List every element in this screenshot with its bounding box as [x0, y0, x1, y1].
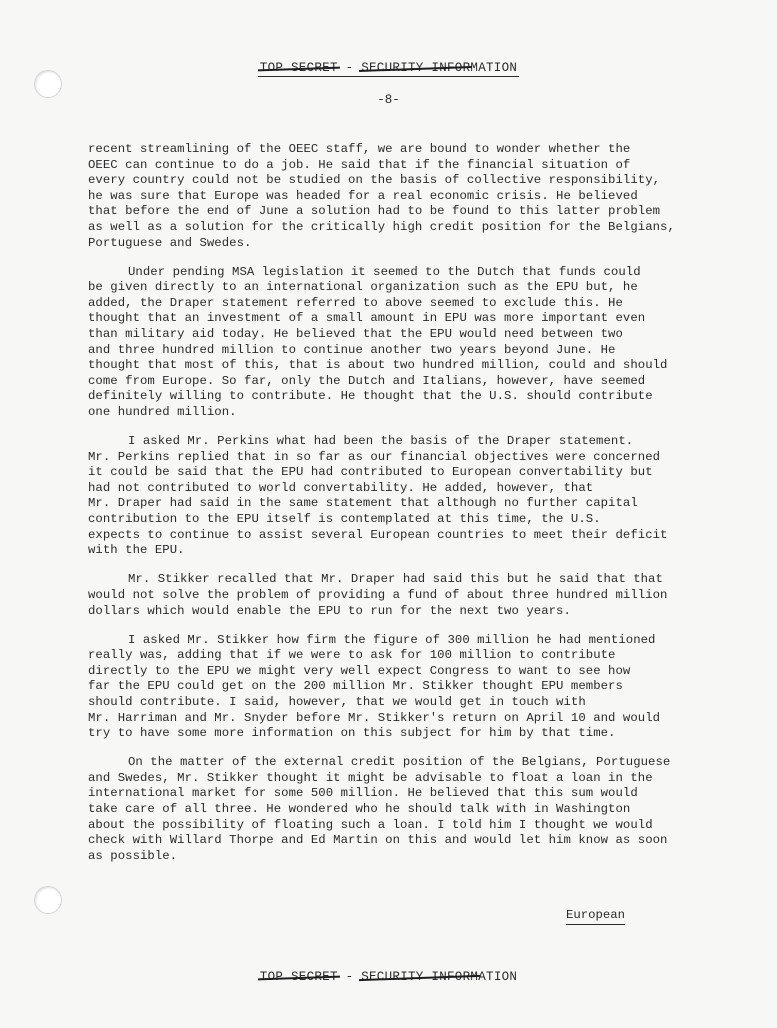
text-line: as possible. [88, 848, 178, 863]
text-line: I asked Mr. Perkins what had been the basis of the Draper statement. [128, 434, 634, 449]
text-line: and three hundred million to continue another two years beyond June. He [88, 342, 616, 357]
paragraph [88, 755, 728, 864]
text-line: as well as a solution for the critically high credit position for the Belgians, [88, 219, 675, 234]
classification-header: TOP SECRET - SECURITY INFORMATION [259, 61, 518, 75]
text-line: Mr. Harriman and Mr. Snyder before Mr. Stikker's return on April 10 and would [88, 710, 661, 725]
text-line: expects to continue to assist several European countries to meet their deficit [88, 527, 668, 542]
page-number: -8- [377, 93, 400, 107]
text-line: be given directly to an international organization such as the EPU but, he [88, 280, 638, 295]
text-line: On the matter of the external credit position of the Belgians, Portuguese [128, 755, 671, 770]
struck-classification-text: TOP SECRET [259, 61, 338, 75]
text-line: Under pending MSA legislation it seemed to the Dutch that funds could [128, 264, 641, 279]
paragraph [88, 572, 728, 619]
text-line: contribution to the EPU itself is contemplated at this time, the U.S. [88, 512, 601, 527]
text-line: directly to the EPU we might very well expect Congress to want to see how [88, 663, 631, 678]
text-line: about the possibility of floating such a loan. I told him I thought we would [88, 817, 653, 832]
text-line: take care of all three. He wondered who he should talk with in Washington [88, 802, 631, 817]
signoff-label: European [566, 908, 625, 925]
paragraph [88, 633, 728, 742]
classification-footer: TOP SECRET - SECURITY INFORMATION [259, 970, 518, 984]
text-line: Mr. Perkins replied that in so far as our financial objectives were concerned [88, 449, 661, 464]
text-line: one hundred million. [88, 405, 237, 419]
paragraph [88, 142, 728, 251]
paragraph [88, 265, 728, 421]
text-line: try to have some more information on this subject for him by that time. [88, 726, 616, 741]
text-line: had not contributed to world convertability. He added, however, that [88, 480, 594, 495]
text-line: would not solve the problem of providing a fund of about three hundred million [88, 587, 668, 602]
text-line: dollars which would enable the EPU to run for the next two years. [88, 603, 571, 618]
punch-hole [34, 886, 62, 914]
text-line: added, the Draper statement referred to above seemed to exclude this. He [88, 295, 623, 310]
text-line: recent streamlining of the OEEC staff, we are bound to wonder whether the [88, 142, 631, 156]
text-line: definitely willing to contribute. He thought that the U.S. should contribute [88, 389, 653, 404]
text-line: with the EPU. [88, 543, 185, 558]
text-line: and Swedes, Mr. Stikker thought it might be advisable to float a loan in the [88, 770, 653, 785]
text-line: should contribute. I said, however, that we would get in touch with [88, 695, 586, 709]
text-line: international market for some 500 million. He believed that this sum would [88, 786, 638, 801]
struck-classification-text: TOP SECRET [259, 970, 338, 984]
text-line: thought that most of this, that is about two hundred million, could and should [88, 358, 668, 373]
text-line: Mr. Draper had said in the same statement that although no further capital [88, 496, 638, 511]
text-line: thought that an investment of a small amount in EPU was more important even [88, 311, 646, 326]
text-line: really was, adding that if we were to ask for 100 million to contribute [88, 648, 616, 663]
text-line: come from Europe. So far, only the Dutch and Italians, however, have seemed [88, 373, 646, 388]
text-line: check with Willard Thorpe and Ed Martin on this and would let him know as soon [88, 833, 668, 848]
text-line: it could be said that the EPU had contributed to European convertability but [88, 465, 653, 480]
text-line: than military aid today. He believed that the EPU would need between two [88, 327, 623, 342]
text-line: far the EPU could get on the 200 million Mr. Stikker thought EPU members [88, 679, 623, 694]
paragraph [88, 434, 728, 559]
struck-classification-text: SECURITY INFORM [361, 970, 479, 984]
memo-body [88, 142, 728, 878]
text-line: Portuguese and Swedes. [88, 235, 252, 250]
text-line: every country could not be studied on the basis of collective responsibility, [88, 173, 661, 188]
text-line: OEEC can continue to do a job. He said that if the financial situation of [88, 157, 631, 172]
text-line: he was sure that Europe was headed for a real economic crisis. He believed [88, 188, 638, 203]
struck-classification-text: SECURITY INFOR [361, 61, 471, 75]
text-line: Mr. Stikker recalled that Mr. Draper had said this but he said that that [128, 572, 663, 587]
text-line: I asked Mr. Stikker how firm the figure of 300 million he had mentioned [128, 632, 656, 647]
text-line: that before the end of June a solution had to be found to this latter problem [88, 204, 661, 219]
